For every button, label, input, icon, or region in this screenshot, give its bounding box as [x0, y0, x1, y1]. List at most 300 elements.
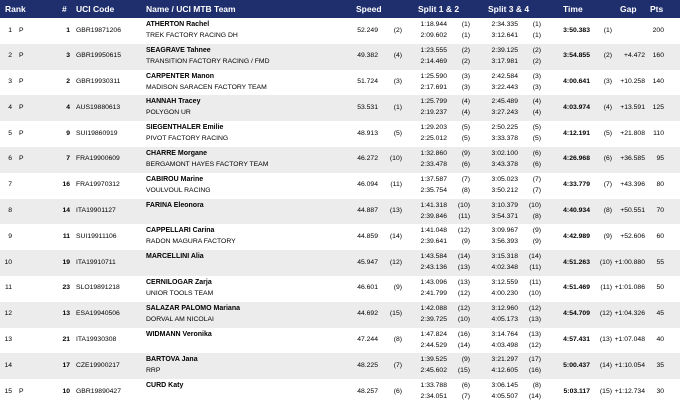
rank-cell: 12 — [4, 310, 12, 318]
bib-cell: 13 — [62, 310, 70, 318]
bib-cell: 19 — [62, 258, 70, 266]
split-2-position-cell: (5) — [461, 135, 470, 143]
split-2-position-cell: (1) — [461, 32, 470, 39]
uci-code-cell: ITA19910711 — [76, 258, 116, 266]
speed-position-cell: (8) — [393, 336, 402, 344]
points-cell: 125 — [652, 103, 664, 111]
team-name-cell: RADON MAGURA FACTORY — [146, 238, 236, 246]
finish-time-cell: 4:00.641 — [563, 78, 590, 86]
split-4-position-cell: (9) — [532, 238, 541, 246]
split-2-position-cell: (7) — [461, 393, 470, 401]
team-name-cell: UNIOR TOOLS TEAM — [146, 289, 214, 297]
split-4-position-cell: (3) — [532, 83, 541, 91]
rider-name-cell: CHARRE Morgane — [146, 149, 208, 157]
bib-cell: 2 — [66, 78, 70, 86]
speed-cell: 49.382 — [357, 52, 378, 60]
header-speed: Speed — [356, 4, 382, 14]
speed-position-cell: (2) — [393, 26, 402, 34]
split-1-cell: 1:32.860 — [420, 149, 447, 157]
speed-cell: 44.692 — [357, 310, 378, 318]
split-3-position-cell: (11) — [529, 278, 541, 286]
table-row — [0, 121, 680, 147]
split-3-position-cell: (1) — [532, 21, 541, 28]
uci-code-cell: ITA19930308 — [76, 336, 117, 344]
split-1-position-cell: (12) — [457, 304, 470, 312]
rank-cell: 15 — [4, 387, 12, 395]
split-4-position-cell: (10) — [528, 289, 541, 297]
bib-cell: 10 — [62, 387, 70, 395]
speed-cell: 48.913 — [357, 129, 378, 137]
gap-cell: +52.606 — [620, 232, 645, 240]
finish-time-cell: 4:33.779 — [563, 181, 590, 189]
uci-code-cell: GBR19930311 — [76, 78, 121, 86]
rank-cell: 9 — [8, 232, 12, 240]
split-2-cell: 2:41.799 — [420, 289, 447, 297]
table-row — [0, 276, 680, 302]
split-2-cell: 2:14.469 — [420, 57, 447, 65]
rider-name-cell: WIDMANN Veronika — [146, 330, 212, 338]
speed-position-cell: (14) — [389, 232, 402, 240]
rider-name-cell: CABIROU Marine — [146, 175, 204, 183]
split-3-position-cell: (4) — [532, 98, 541, 106]
team-name-cell: POLYGON UR — [146, 109, 191, 117]
split-1-cell: 1:18.944 — [420, 21, 447, 28]
table-row — [0, 18, 680, 44]
points-cell: 70 — [656, 207, 664, 215]
rank-cell: 6 — [8, 155, 12, 163]
split-3-position-cell: (5) — [532, 124, 541, 132]
speed-cell: 48.257 — [357, 387, 378, 395]
split-4-position-cell: (13) — [528, 315, 541, 323]
split-3-position-cell: (9) — [532, 227, 541, 235]
results-table — [0, 18, 680, 405]
split-2-cell: 2:19.237 — [420, 109, 447, 117]
time-position-cell: (12) — [599, 310, 612, 318]
split-2-position-cell: (9) — [461, 238, 470, 246]
split-3-cell: 2:42.584 — [491, 72, 518, 80]
split-1-cell: 1:43.584 — [420, 253, 447, 261]
split-1-position-cell: (6) — [461, 382, 470, 390]
time-position-cell: (6) — [603, 155, 612, 163]
split-1-position-cell: (13) — [457, 278, 470, 286]
rider-name-cell: SALAZAR PALOMO Mariana — [146, 304, 240, 312]
split-4-cell: 3:50.212 — [491, 186, 518, 194]
split-4-cell: 4:02.348 — [491, 264, 518, 272]
time-position-cell: (5) — [603, 129, 612, 137]
points-qualifier-cell: P — [19, 52, 24, 60]
split-2-position-cell: (2) — [461, 57, 470, 65]
split-4-position-cell: (12) — [528, 341, 541, 349]
table-row — [0, 173, 680, 199]
split-4-cell: 4:05.507 — [491, 393, 518, 401]
bib-cell: 9 — [66, 129, 70, 137]
speed-position-cell: (12) — [389, 258, 402, 266]
points-qualifier-cell: P — [19, 78, 24, 86]
team-name-cell: BERGAMONT HAYES FACTORY TEAM — [146, 160, 269, 168]
gap-cell: +4.472 — [624, 52, 645, 60]
bib-cell: 17 — [62, 361, 70, 369]
finish-time-cell: 3:50.383 — [563, 26, 590, 34]
rider-name-cell: CERNILOGAR Zarja — [146, 278, 212, 286]
rank-cell: 2 — [8, 52, 12, 60]
split-3-cell: 3:09.967 — [491, 227, 518, 235]
uci-code-cell: SLO19891218 — [76, 284, 120, 292]
split-4-cell: 3:27.243 — [491, 109, 518, 117]
uci-code-cell: GBR19890427 — [76, 387, 121, 395]
time-position-cell: (9) — [603, 232, 612, 240]
rank-cell: 13 — [4, 336, 12, 344]
speed-position-cell: (6) — [393, 387, 402, 395]
split-4-position-cell: (1) — [532, 32, 541, 39]
split-1-position-cell: (14) — [457, 253, 470, 261]
split-1-cell: 1:25.799 — [420, 98, 447, 106]
points-cell: 40 — [656, 336, 664, 344]
split-4-position-cell: (14) — [528, 393, 541, 401]
speed-cell: 44.887 — [357, 207, 378, 215]
speed-cell: 46.094 — [357, 181, 378, 189]
table-row — [0, 199, 680, 225]
points-cell: 30 — [656, 387, 664, 395]
table-row — [0, 250, 680, 276]
split-3-position-cell: (6) — [532, 149, 541, 157]
points-cell: 50 — [656, 284, 664, 292]
team-name-cell: MADISON SARACEN FACTORY TEAM — [146, 83, 267, 91]
split-4-cell: 3:54.371 — [491, 212, 518, 220]
split-3-cell: 3:12.960 — [491, 304, 518, 312]
table-row — [0, 44, 680, 70]
split-2-cell: 2:09.602 — [420, 32, 447, 39]
split-1-cell: 1:47.824 — [420, 330, 447, 338]
gap-cell: +21.808 — [620, 129, 645, 137]
rider-name-cell: CURD Katy — [146, 382, 184, 390]
split-4-position-cell: (7) — [532, 186, 541, 194]
split-3-position-cell: (10) — [528, 201, 541, 209]
speed-cell: 45.947 — [357, 258, 378, 266]
speed-cell: 47.244 — [357, 336, 378, 344]
split-3-position-cell: (2) — [532, 46, 541, 54]
split-3-position-cell: (7) — [532, 175, 541, 183]
gap-cell: +1:07.048 — [614, 336, 645, 344]
split-2-cell: 2:39.725 — [420, 315, 447, 323]
split-3-cell: 3:15.318 — [491, 253, 518, 261]
team-name-cell: DORVAL AM NICOLAI — [146, 315, 214, 323]
uci-code-cell: ESA19940506 — [76, 310, 120, 318]
bib-cell: 23 — [62, 284, 70, 292]
split-3-cell: 3:02.100 — [491, 149, 518, 157]
uci-code-cell: GBR19950615 — [76, 52, 121, 60]
rank-cell: 11 — [4, 284, 12, 292]
split-2-position-cell: (10) — [457, 315, 470, 323]
split-1-cell: 1:43.096 — [420, 278, 447, 286]
time-position-cell: (3) — [603, 78, 612, 86]
speed-position-cell: (11) — [390, 181, 402, 189]
split-4-position-cell: (8) — [532, 212, 541, 220]
gap-cell: +1:00.880 — [614, 258, 645, 266]
split-4-cell: 3:56.393 — [491, 238, 518, 246]
split-3-position-cell: (12) — [528, 304, 541, 312]
speed-cell: 46.601 — [357, 284, 378, 292]
rank-cell: 4 — [8, 103, 12, 111]
split-4-cell: 4:00.230 — [491, 289, 518, 297]
split-3-position-cell: (8) — [532, 382, 541, 390]
split-4-position-cell: (5) — [532, 135, 541, 143]
rank-cell: 5 — [8, 129, 12, 137]
finish-time-cell: 4:03.974 — [563, 103, 590, 111]
split-2-position-cell: (4) — [461, 109, 470, 117]
split-4-cell: 4:12.605 — [491, 367, 518, 375]
split-4-cell: 3:43.378 — [491, 160, 518, 168]
uci-code-cell: FRA19970312 — [76, 181, 120, 189]
speed-cell: 51.724 — [357, 78, 378, 86]
split-1-position-cell: (5) — [461, 124, 470, 132]
speed-position-cell: (7) — [393, 361, 402, 369]
split-2-position-cell: (8) — [461, 186, 470, 194]
speed-position-cell: (3) — [393, 78, 402, 86]
split-1-cell: 1:41.048 — [420, 227, 447, 235]
team-name-cell: TREK FACTORY RACING DH — [146, 32, 238, 39]
split-1-cell: 1:29.203 — [420, 124, 447, 132]
points-cell: 140 — [652, 78, 664, 86]
points-qualifier-cell: P — [19, 103, 24, 111]
time-position-cell: (8) — [603, 207, 612, 215]
split-3-position-cell: (17) — [528, 356, 541, 364]
header-rank: Rank — [5, 4, 26, 14]
split-1-cell: 1:33.788 — [420, 382, 447, 390]
split-2-position-cell: (15) — [457, 367, 470, 375]
split-2-cell: 2:35.754 — [420, 186, 447, 194]
split-3-cell: 3:06.145 — [491, 382, 518, 390]
split-1-cell: 1:37.587 — [420, 175, 447, 183]
split-2-position-cell: (11) — [458, 212, 470, 220]
split-4-position-cell: (2) — [532, 57, 541, 65]
finish-time-cell: 4:40.934 — [563, 207, 590, 215]
header-pts: Pts — [650, 4, 664, 14]
header-bib: # — [62, 4, 67, 14]
team-name-cell: TRANSITION FACTORY RACING / FMD — [146, 57, 270, 65]
speed-cell: 52.249 — [357, 26, 378, 34]
rider-name-cell: CAPPELLARI Carina — [146, 227, 215, 235]
rank-cell: 7 — [8, 181, 12, 189]
speed-position-cell: (4) — [393, 52, 402, 60]
table-row — [0, 147, 680, 173]
header-gap: Gap — [620, 4, 637, 14]
bib-cell: 4 — [66, 103, 70, 111]
split-4-position-cell: (11) — [529, 264, 541, 272]
split-2-position-cell: (3) — [461, 83, 470, 91]
points-cell: 200 — [652, 26, 664, 34]
rank-cell: 1 — [8, 26, 12, 34]
points-qualifier-cell: P — [19, 26, 24, 34]
bib-cell: 11 — [62, 232, 70, 240]
finish-time-cell: 5:03.117 — [563, 387, 590, 395]
table-row — [0, 302, 680, 328]
uci-code-cell: SUI19860919 — [76, 129, 118, 137]
speed-position-cell: (5) — [393, 129, 402, 137]
points-qualifier-cell: P — [19, 129, 24, 137]
rider-name-cell: ATHERTON Rachel — [146, 21, 210, 28]
split-1-position-cell: (9) — [461, 149, 470, 157]
split-1-position-cell: (12) — [457, 227, 470, 235]
rider-name-cell: BARTOVA Jana — [146, 356, 198, 364]
uci-code-cell: SUI19911106 — [76, 232, 117, 240]
points-qualifier-cell: P — [19, 387, 24, 395]
split-3-cell: 3:12.559 — [491, 278, 518, 286]
split-4-cell: 3:17.981 — [491, 57, 518, 65]
gap-cell: +1:01.086 — [614, 284, 645, 292]
split-1-cell: 1:23.555 — [420, 46, 447, 54]
split-2-position-cell: (12) — [457, 289, 470, 297]
rider-name-cell: MARCELLINI Alia — [146, 253, 204, 261]
finish-time-cell: 4:42.989 — [563, 232, 590, 240]
time-position-cell: (4) — [603, 103, 612, 111]
finish-time-cell: 3:54.855 — [563, 52, 590, 60]
split-3-position-cell: (13) — [528, 330, 541, 338]
rider-name-cell: HANNAH Tracey — [146, 98, 201, 106]
split-4-cell: 3:12.641 — [491, 32, 518, 39]
split-4-position-cell: (16) — [528, 367, 541, 375]
split-1-cell: 1:42.088 — [420, 304, 447, 312]
split-3-cell: 2:39.125 — [491, 46, 518, 54]
rider-name-cell: FARINA Eleonora — [146, 201, 204, 209]
uci-code-cell: CZE19900217 — [76, 361, 120, 369]
points-cell: 45 — [656, 310, 664, 318]
uci-code-cell: ITA19901127 — [76, 207, 116, 215]
points-cell: 55 — [656, 258, 664, 266]
points-cell: 95 — [656, 155, 664, 163]
split-2-cell: 2:45.602 — [420, 367, 447, 375]
split-1-position-cell: (3) — [461, 72, 470, 80]
bib-cell: 21 — [62, 336, 70, 344]
split-1-position-cell: (16) — [457, 330, 470, 338]
table-row — [0, 328, 680, 354]
split-3-cell: 2:45.489 — [491, 98, 518, 106]
split-1-position-cell: (2) — [461, 46, 470, 54]
uci-code-cell: FRA19900609 — [76, 155, 120, 163]
points-cell: 110 — [653, 129, 664, 137]
split-1-cell: 1:25.590 — [420, 72, 447, 80]
time-position-cell: (14) — [599, 361, 612, 369]
points-cell: 80 — [656, 181, 664, 189]
split-2-cell: 2:43.136 — [420, 264, 447, 272]
split-2-position-cell: (6) — [461, 160, 470, 168]
time-position-cell: (10) — [599, 258, 612, 266]
split-4-cell: 3:33.378 — [491, 135, 518, 143]
team-name-cell: VOULVOUL RACING — [146, 186, 211, 194]
rank-cell: 10 — [4, 258, 12, 266]
table-row — [0, 95, 680, 121]
time-position-cell: (2) — [603, 52, 612, 60]
speed-position-cell: (13) — [389, 207, 402, 215]
split-2-cell: 2:33.478 — [420, 160, 447, 168]
speed-cell: 53.531 — [357, 103, 378, 111]
finish-time-cell: 4:57.431 — [563, 336, 590, 344]
bib-cell: 14 — [62, 207, 70, 215]
uci-code-cell: GBR19871206 — [76, 26, 121, 34]
split-2-cell: 2:44.529 — [420, 341, 447, 349]
time-position-cell: (7) — [603, 181, 612, 189]
split-2-position-cell: (14) — [457, 341, 470, 349]
header-time: Time — [563, 4, 583, 14]
speed-cell: 46.272 — [357, 155, 378, 163]
split-3-cell: 3:21.297 — [491, 356, 518, 364]
speed-position-cell: (1) — [393, 103, 402, 111]
time-position-cell: (13) — [599, 336, 612, 344]
time-position-cell: (15) — [599, 387, 612, 395]
gap-cell: +1:04.326 — [614, 310, 645, 318]
split-1-position-cell: (7) — [461, 175, 470, 183]
speed-position-cell: (15) — [389, 310, 402, 318]
gap-cell: +50.551 — [620, 207, 645, 215]
speed-position-cell: (9) — [393, 284, 402, 292]
split-2-cell: 2:39.846 — [420, 212, 447, 220]
split-4-cell: 4:03.498 — [491, 341, 518, 349]
split-1-position-cell: (9) — [461, 356, 470, 364]
gap-cell: +10.258 — [620, 78, 645, 86]
split-1-position-cell: (1) — [461, 21, 470, 28]
finish-time-cell: 4:51.469 — [563, 284, 590, 292]
split-3-position-cell: (3) — [532, 72, 541, 80]
split-1-position-cell: (10) — [457, 201, 470, 209]
speed-position-cell: (10) — [389, 155, 402, 163]
table-row — [0, 353, 680, 379]
bib-cell: 3 — [66, 52, 70, 60]
gap-cell: +43.396 — [620, 181, 645, 189]
split-2-cell: 2:17.691 — [420, 83, 447, 91]
header-uci-code: UCI Code — [76, 4, 115, 14]
split-3-cell: 2:50.225 — [491, 124, 518, 132]
bib-cell: 1 — [66, 26, 70, 34]
finish-time-cell: 4:51.263 — [563, 258, 590, 266]
points-cell: 35 — [656, 361, 664, 369]
split-3-cell: 3:05.023 — [491, 175, 518, 183]
rider-name-cell: SIEGENTHALER Emilie — [146, 124, 224, 132]
uci-code-cell: AUS19880613 — [76, 103, 121, 111]
split-2-position-cell: (13) — [457, 264, 470, 272]
points-cell: 160 — [652, 52, 664, 60]
split-4-cell: 4:05.173 — [491, 315, 518, 323]
header-name-team: Name / UCI MTB Team — [146, 4, 236, 14]
bib-cell: 7 — [66, 155, 70, 163]
finish-time-cell: 4:26.968 — [563, 155, 590, 163]
rider-name-cell: SEAGRAVE Tahnee — [146, 46, 211, 54]
table-row — [0, 224, 680, 250]
gap-cell: +1:12.734 — [614, 387, 645, 395]
finish-time-cell: 4:54.709 — [563, 310, 590, 318]
finish-time-cell: 5:00.437 — [563, 361, 590, 369]
results-header — [0, 0, 680, 18]
team-name-cell: PIVOT FACTORY RACING — [146, 135, 229, 143]
time-position-cell: (11) — [600, 284, 612, 292]
rank-cell: 14 — [4, 361, 12, 369]
team-name-cell: RRP — [146, 367, 161, 375]
finish-time-cell: 4:12.191 — [563, 129, 590, 137]
split-4-position-cell: (6) — [532, 160, 541, 168]
points-qualifier-cell: P — [19, 155, 24, 163]
rank-cell: 8 — [8, 207, 12, 215]
header-split-3-4: Split 3 & 4 — [488, 4, 530, 14]
split-4-position-cell: (4) — [532, 109, 541, 117]
gap-cell: +36.585 — [620, 155, 645, 163]
bib-cell: 16 — [62, 181, 70, 189]
table-row — [0, 70, 680, 96]
split-2-cell: 2:39.641 — [420, 238, 447, 246]
split-2-cell: 2:25.012 — [420, 135, 447, 143]
speed-cell: 44.859 — [357, 232, 378, 240]
split-3-cell: 2:34.335 — [491, 21, 518, 28]
rider-name-cell: CARPENTER Manon — [146, 72, 215, 80]
speed-cell: 48.225 — [357, 361, 378, 369]
table-row — [0, 379, 680, 405]
